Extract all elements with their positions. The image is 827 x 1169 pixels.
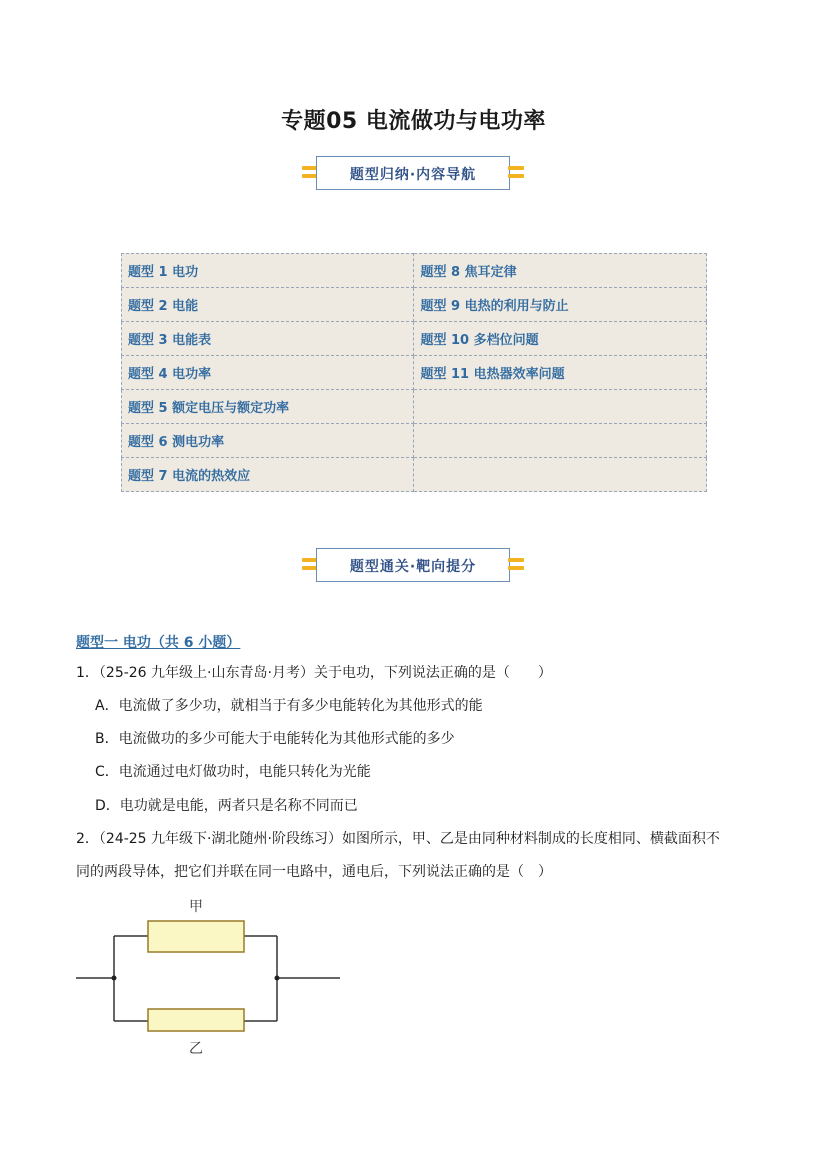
- topic-cell[interactable]: 题型 10 多档位问题: [414, 322, 707, 356]
- question-1-stem: 1．（25-26 九年级上·山东青岛·月考）关于电功，下列说法正确的是（ ）: [76, 665, 552, 681]
- resistor-jia: [148, 921, 244, 952]
- banner-label: 题型通关·靶向提分: [349, 559, 477, 575]
- decorative-bars-icon: [508, 558, 524, 574]
- table-row: [122, 458, 707, 492]
- question-1-option-d: D．电功就是电能，两者只是名称不同而已: [95, 798, 358, 814]
- topic-cell-empty: [414, 390, 707, 424]
- question-2-stem-line-1: 2．（24-25 九年级下·湖北随州·阶段练习）如图所示，甲、乙是由同种材料制成的长度相同、横截面积不: [76, 831, 720, 847]
- topic-cell[interactable]: 题型 11 电热器效率问题: [414, 356, 707, 390]
- topic-cell[interactable]: 题型 1 电功: [122, 254, 414, 288]
- table-row: [122, 322, 707, 356]
- junction-dot: [275, 976, 280, 981]
- label-yi: 乙: [189, 1041, 203, 1057]
- question-2-stem-line-2: 同的两段导体，把它们并联在同一电路中，通电后，下列说法正确的是（ ）: [76, 864, 552, 880]
- question-1-option-a: A．电流做了多少功，就相当于有多少电能转化为其他形式的能: [95, 698, 483, 714]
- banner-label: 题型归纳·内容导航: [349, 167, 477, 183]
- decorative-bars-icon: [508, 166, 524, 182]
- junction-dot: [112, 976, 117, 981]
- table-row: [122, 356, 707, 390]
- banner-box: [316, 548, 510, 582]
- topic-cell[interactable]: 题型 3 电能表: [122, 322, 414, 356]
- topic-cell[interactable]: 题型 7 电流的热效应: [122, 458, 414, 492]
- topic-cell[interactable]: 题型 9 电热的利用与防止: [414, 288, 707, 322]
- topic-cell-empty: [414, 458, 707, 492]
- label-jia: 甲: [189, 899, 203, 915]
- table-row: [122, 390, 707, 424]
- resistor-yi: [148, 1009, 244, 1031]
- table-row: [122, 254, 707, 288]
- parallel-circuit-diagram: [74, 896, 344, 1061]
- banner-practice: [302, 548, 524, 584]
- table-row: [122, 288, 707, 322]
- topic-cell[interactable]: 题型 8 焦耳定律: [414, 254, 707, 288]
- banner-content-navigation: [302, 156, 524, 192]
- topic-cell[interactable]: 题型 4 电功率: [122, 356, 414, 390]
- topic-cell[interactable]: 题型 6 测电功率: [122, 424, 414, 458]
- topic-cell[interactable]: 题型 2 电能: [122, 288, 414, 322]
- topic-table: [121, 253, 707, 492]
- question-1-option-c: C．电流通过电灯做功时，电能只转化为光能: [95, 764, 371, 780]
- topic-cell[interactable]: 题型 5 额定电压与额定功率: [122, 390, 414, 424]
- banner-box: [316, 156, 510, 190]
- page-title: 专题05 电流做功与电功率: [281, 109, 546, 134]
- topic-cell-empty: [414, 424, 707, 458]
- section-heading[interactable]: 题型一 电功（共 6 小题）: [76, 635, 241, 651]
- table-row: [122, 424, 707, 458]
- question-1-option-b: B．电流做功的多少可能大于电能转化为其他形式能的多少: [95, 731, 455, 747]
